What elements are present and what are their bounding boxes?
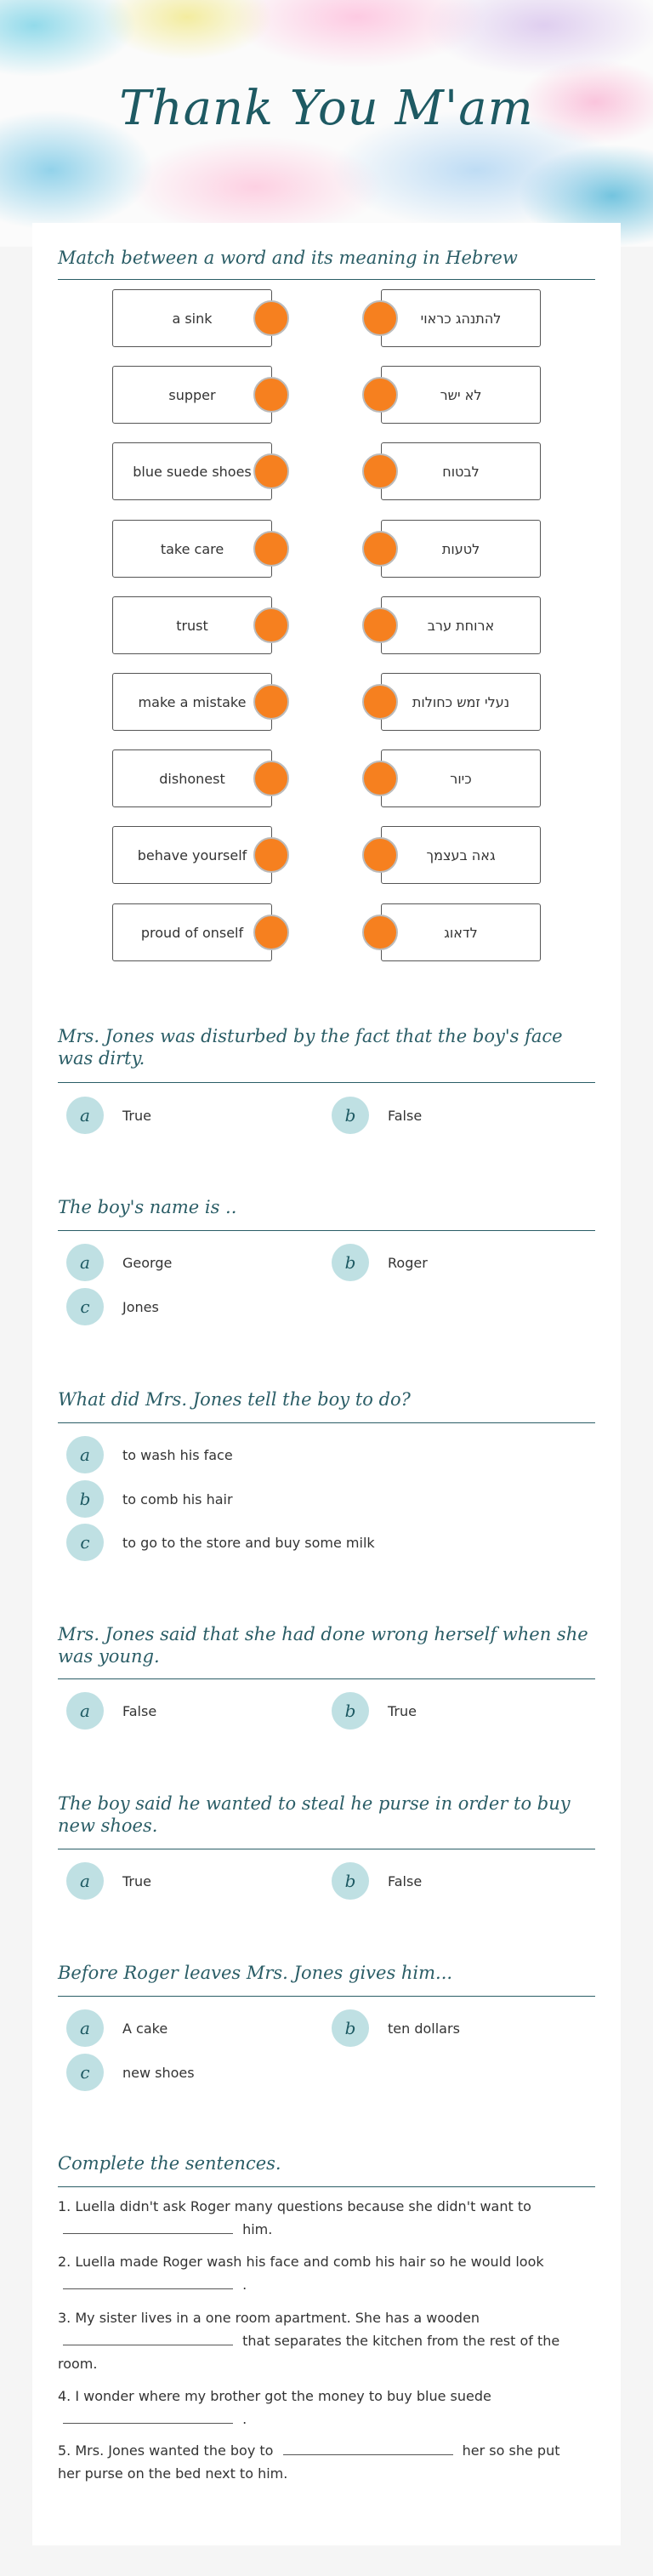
q3-option-b[interactable] (66, 1480, 233, 1518)
match-left-item[interactable]: dishonest (112, 749, 272, 807)
question-divider (58, 279, 595, 280)
q4-title: Mrs. Jones said that she had done wrong herself when she was young. (58, 1624, 588, 1667)
q1-option-b[interactable] (332, 1097, 422, 1134)
q6-title: Before Roger leaves Mrs. Jones gives him... (58, 1963, 453, 1983)
q3-option-c[interactable] (66, 1524, 375, 1561)
q7-title: Complete the sentences. (58, 2153, 281, 2174)
match-right-item[interactable]: לטעות (381, 520, 541, 578)
match-right-connector[interactable] (362, 300, 398, 336)
sentence-text: 1. Luella didn't ask Roger many questions because she didn't want to (58, 2198, 531, 2214)
option-text: ten dollars (388, 2020, 460, 2037)
option-text: new shoes (122, 2064, 195, 2081)
sentence-text: 2. Luella made Roger wash his face and comb his hair so he would look (58, 2254, 544, 2270)
option-letter-badge: b (332, 2009, 369, 2047)
q5-title: The boy said he wanted to steal he purse in order to buy new shoes. (58, 1793, 571, 1836)
match-right-connector[interactable] (362, 531, 398, 567)
q2-option-c[interactable] (66, 1288, 159, 1325)
match-left-connector[interactable] (253, 377, 289, 413)
option-letter-badge: c (66, 2054, 104, 2091)
q1-option-a[interactable] (66, 1097, 151, 1134)
option-letter-badge: a (66, 2009, 104, 2047)
option-text: True (122, 1107, 151, 1124)
option-text: False (122, 1702, 157, 1719)
q6-option-b[interactable] (332, 2009, 460, 2047)
q1-title: Mrs. Jones was disturbed by the fact that the boy's face was dirty. (58, 1026, 563, 1069)
sentence-3 (58, 2306, 595, 2375)
q3-title: What did Mrs. Jones tell the boy to do? (58, 1389, 411, 1410)
option-letter-badge: a (66, 1692, 104, 1730)
option-letter-badge: a (66, 1436, 104, 1473)
option-letter-badge: c (66, 1288, 104, 1325)
match-right-connector[interactable] (362, 915, 398, 950)
q4-option-b[interactable] (332, 1692, 417, 1730)
match-left-connector[interactable] (253, 607, 289, 643)
match-left-item[interactable]: supper (112, 366, 272, 424)
sentence-text: her so she put (462, 2442, 560, 2459)
match-left-connector[interactable] (253, 453, 289, 489)
match-right-item[interactable]: ארוחת ערב (381, 596, 541, 654)
q3-option-a[interactable] (66, 1436, 233, 1473)
question-divider (58, 1422, 595, 1423)
option-text: True (122, 1872, 151, 1889)
q5-option-b[interactable] (332, 1862, 422, 1900)
match-left-item[interactable]: behave yourself (112, 826, 272, 884)
option-letter-badge: b (332, 1097, 369, 1134)
option-text: to comb his hair (122, 1490, 233, 1507)
sentence-text: him. (242, 2221, 273, 2237)
match-right-item[interactable]: גאה בעצמך (381, 826, 541, 884)
match-question-title: Match between a word and its meaning in Hebrew (58, 248, 518, 268)
option-letter-badge: c (66, 1524, 104, 1561)
sentence-text: . (242, 2277, 247, 2293)
sentence-text: her purse on the bed next to him. (58, 2465, 288, 2482)
worksheet-title: Thank You M'am (119, 81, 534, 136)
match-right-item[interactable]: לבטוח (381, 442, 541, 500)
option-letter-badge: a (66, 1862, 104, 1900)
match-left-item[interactable]: make a mistake (112, 673, 272, 731)
blank-input[interactable] (283, 2439, 453, 2455)
sentence-text: room. (58, 2356, 98, 2372)
option-letter-badge: a (66, 1097, 104, 1134)
question-divider (58, 1082, 595, 1083)
sentence-2 (58, 2250, 595, 2296)
option-letter-badge: b (332, 1244, 369, 1281)
option-text: Roger (388, 1254, 428, 1271)
q5-option-a[interactable] (66, 1862, 151, 1900)
option-text: Jones (122, 1298, 159, 1315)
match-right-item[interactable]: כיור (381, 749, 541, 807)
match-right-connector[interactable] (362, 453, 398, 489)
match-left-connector[interactable] (253, 531, 289, 567)
match-right-connector[interactable] (362, 761, 398, 796)
sentence-text: 3. My sister lives in a one room apartment. She has a wooden (58, 2310, 480, 2326)
sentence-text: 5. Mrs. Jones wanted the boy to (58, 2442, 274, 2459)
match-right-item[interactable]: לא ישר (381, 366, 541, 424)
match-right-item[interactable]: להתנהג כראוי (381, 289, 541, 347)
blank-input[interactable] (63, 2329, 233, 2345)
match-left-connector[interactable] (253, 684, 289, 720)
option-text: A cake (122, 2020, 168, 2037)
q6-option-a[interactable] (66, 2009, 168, 2047)
match-right-item[interactable]: נעלי זמש כחולות (381, 673, 541, 731)
option-text: to go to the store and buy some milk (122, 1534, 375, 1551)
match-left-item[interactable]: a sink (112, 289, 272, 347)
question-divider (58, 1678, 595, 1679)
match-right-connector[interactable] (362, 377, 398, 413)
blank-input[interactable] (63, 2273, 233, 2289)
sentence-text: that separates the kitchen from the rest of the (242, 2333, 560, 2349)
q4-option-a[interactable] (66, 1692, 156, 1730)
option-letter-badge: a (66, 1244, 104, 1281)
option-text: False (388, 1107, 423, 1124)
match-right-connector[interactable] (362, 607, 398, 643)
match-left-connector[interactable] (253, 761, 289, 796)
match-right-connector[interactable] (362, 684, 398, 720)
q2-title: The boy's name is .. (58, 1197, 237, 1217)
blank-input[interactable] (63, 2218, 233, 2234)
match-left-connector[interactable] (253, 300, 289, 336)
option-letter-badge: b (66, 1480, 104, 1518)
q6-option-c[interactable] (66, 2054, 195, 2091)
match-left-item[interactable]: trust (112, 596, 272, 654)
match-right-connector[interactable] (362, 837, 398, 873)
question-divider (58, 2186, 595, 2187)
option-letter-badge: b (332, 1692, 369, 1730)
option-text: False (388, 1872, 423, 1889)
match-left-connector[interactable] (253, 915, 289, 950)
question-divider (58, 1230, 595, 1231)
option-text: to wash his face (122, 1446, 233, 1463)
blank-input[interactable] (63, 2408, 233, 2424)
sentence-text: 4. I wonder where my brother got the money to buy blue suede (58, 2388, 491, 2404)
option-text: True (388, 1702, 417, 1719)
sentence-4 (58, 2385, 595, 2431)
option-letter-badge: b (332, 1862, 369, 1900)
q2-option-b[interactable] (332, 1244, 428, 1281)
match-left-item[interactable]: take care (112, 520, 272, 578)
q2-option-a[interactable] (66, 1244, 172, 1281)
sentence-1 (58, 2195, 595, 2241)
sentence-text: . (242, 2411, 247, 2427)
option-text: George (122, 1254, 173, 1271)
match-left-item[interactable]: blue suede shoes (112, 442, 272, 500)
match-left-item[interactable]: proud of onself (112, 903, 272, 961)
match-left-connector[interactable] (253, 837, 289, 873)
match-right-item[interactable]: לדאוג (381, 903, 541, 961)
question-divider (58, 1996, 595, 1997)
sentence-5 (58, 2439, 595, 2485)
